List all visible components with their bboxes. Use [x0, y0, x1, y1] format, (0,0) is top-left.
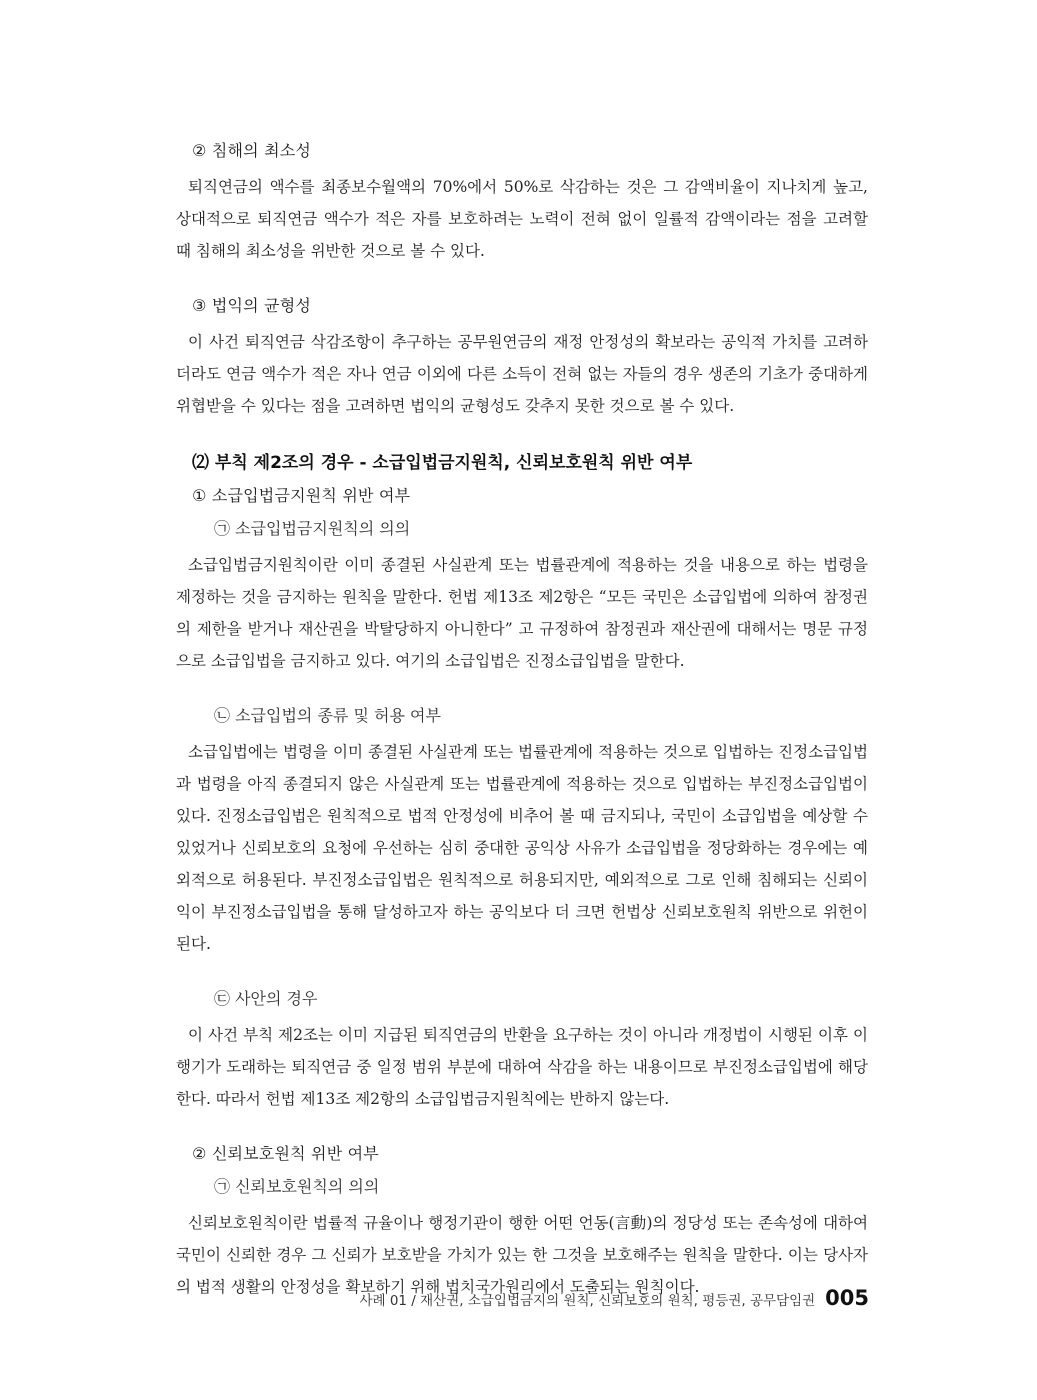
paragraph-retroactivity-meaning: 소급입법금지원칙이란 이미 종결된 사실관계 또는 법률관계에 적용하는 것을 내용으로 하는 법령을 제정하는 것을 금지하는 원칙을 말한다. 헌법 제13조 제2항은 “모든 국민은 소급입법에 의하여 참정권의 제한을 받거나 재산권을 박탈당하지 아니한다” 고 규정하여 참정권과 재산권에 대해서는 명문 규정으로 소급입법을 금지하고 있다. 여기의 소급입법은 진정소급입법을 말한다. [176, 556, 868, 670]
paragraph-case-application: 이 사건 부칙 제2조는 이미 지급된 퇴직연금의 반환을 요구하는 것이 아니라 개정법이 시행된 이후 이행기가 도래하는 퇴직연금 중 일정 범위 부분에 대하여 삭감을 하는 내용이므로 부진정소급입법에 해당한다. 따라서 헌법 제13조 제2항의 소급입법금지원칙에는 반하지 않는다. [176, 1026, 868, 1108]
page-footer [359, 1286, 869, 1310]
heading-retroactivity-violation: ① 소급입법금지원칙 위반 여부 [192, 486, 411, 505]
paragraph-minimal-infringement: 퇴직연금의 액수를 최종보수월액의 70%에서 50%로 삭감하는 것은 그 감액비율이 지나치게 높고, 상대적으로 퇴직연금 액수가 적은 자를 보호하려는 노력이 전혀 없이 일률적 감액이라는 점을 고려할 때 침해의 최소성을 위반한 것으로 볼 수 있다. [176, 178, 868, 260]
paragraph-trust-protection-meaning: 신뢰보호원칙이란 법률적 규율이나 행정기관이 행한 어떤 언동(言動)의 정당성 또는 존속성에 대하여 국민이 신뢰한 경우 그 신뢰가 보호받을 가치가 있는 한 그것을 보호해주는 원칙을 말한다. 이는 당사자의 법적 생활의 안정성을 확보하기 위해 법치국가원리에서 도출되는 원칙이다. [176, 1214, 868, 1296]
heading-retroactivity-types: ㉡ 소급입법의 종류 및 허용 여부 [214, 706, 441, 725]
heading-case-application: ㉢ 사안의 경우 [214, 989, 318, 1008]
running-title: 사례 01 / 재산권, 소급입법금지의 원칙, 신뢰보호의 원칙, 평등권, 공무담임권 [359, 1293, 816, 1309]
heading-trust-protection-meaning: ㉠ 신뢰보호원칙의 의의 [214, 1177, 380, 1196]
heading-retroactivity-meaning: ㉠ 소급입법금지원칙의 의의 [214, 519, 411, 538]
page-body [176, 138, 868, 1315]
paragraph-retroactivity-types: 소급입법에는 법령을 이미 종결된 사실관계 또는 법률관계에 적용하는 것으로 입법하는 진정소급입법과 법령을 아직 종결되지 않은 사실관계 또는 법률관계에 적용하는 것으로 입법하는 부진정소급입법이 있다. 진정소급입법은 원칙적으로 법적 안정성에 비추어 볼 때 금지되나, 국민이 소급입법을 예상할 수 있었거나 신뢰보호의 요청에 우선하는 심히 중대한 공익상 사유가 소급입법을 정당화하는 경우에는 예외적으로 허용된다. 부진정소급입법은 원칙적으로 허용되지만, 예외적으로 그로 인해 침해되는 신뢰이익이 부진정소급입법을 통해 달성하고자 하는 공익보다 더 크면 헌법상 신뢰보호원칙 위반으로 위헌이 된다. [176, 743, 868, 953]
heading-trust-protection-violation: ② 신뢰보호원칙 위반 여부 [192, 1144, 379, 1163]
heading-supplementary-article-2: ⑵ 부칙 제2조의 경우 - 소급입법금지원칙, 신뢰보호원칙 위반 여부 [192, 453, 693, 473]
page-number: 005 [825, 1286, 869, 1310]
paragraph-balance-of-interests: 이 사건 퇴직연금 삭감조항이 추구하는 공무원연금의 재정 안정성의 확보라는 공익적 가치를 고려하더라도 연금 액수가 적은 자나 연금 이외에 다른 소득이 전혀 없는 자들의 경우 생존의 기초가 중대하게 위협받을 수 있다는 점을 고려하면 법익의 균형성도 갖추지 못한 것으로 볼 수 있다. [176, 333, 868, 415]
heading-balance-of-interests: ③ 법익의 균형성 [192, 296, 312, 315]
heading-minimal-infringement: ② 침해의 최소성 [192, 141, 312, 160]
